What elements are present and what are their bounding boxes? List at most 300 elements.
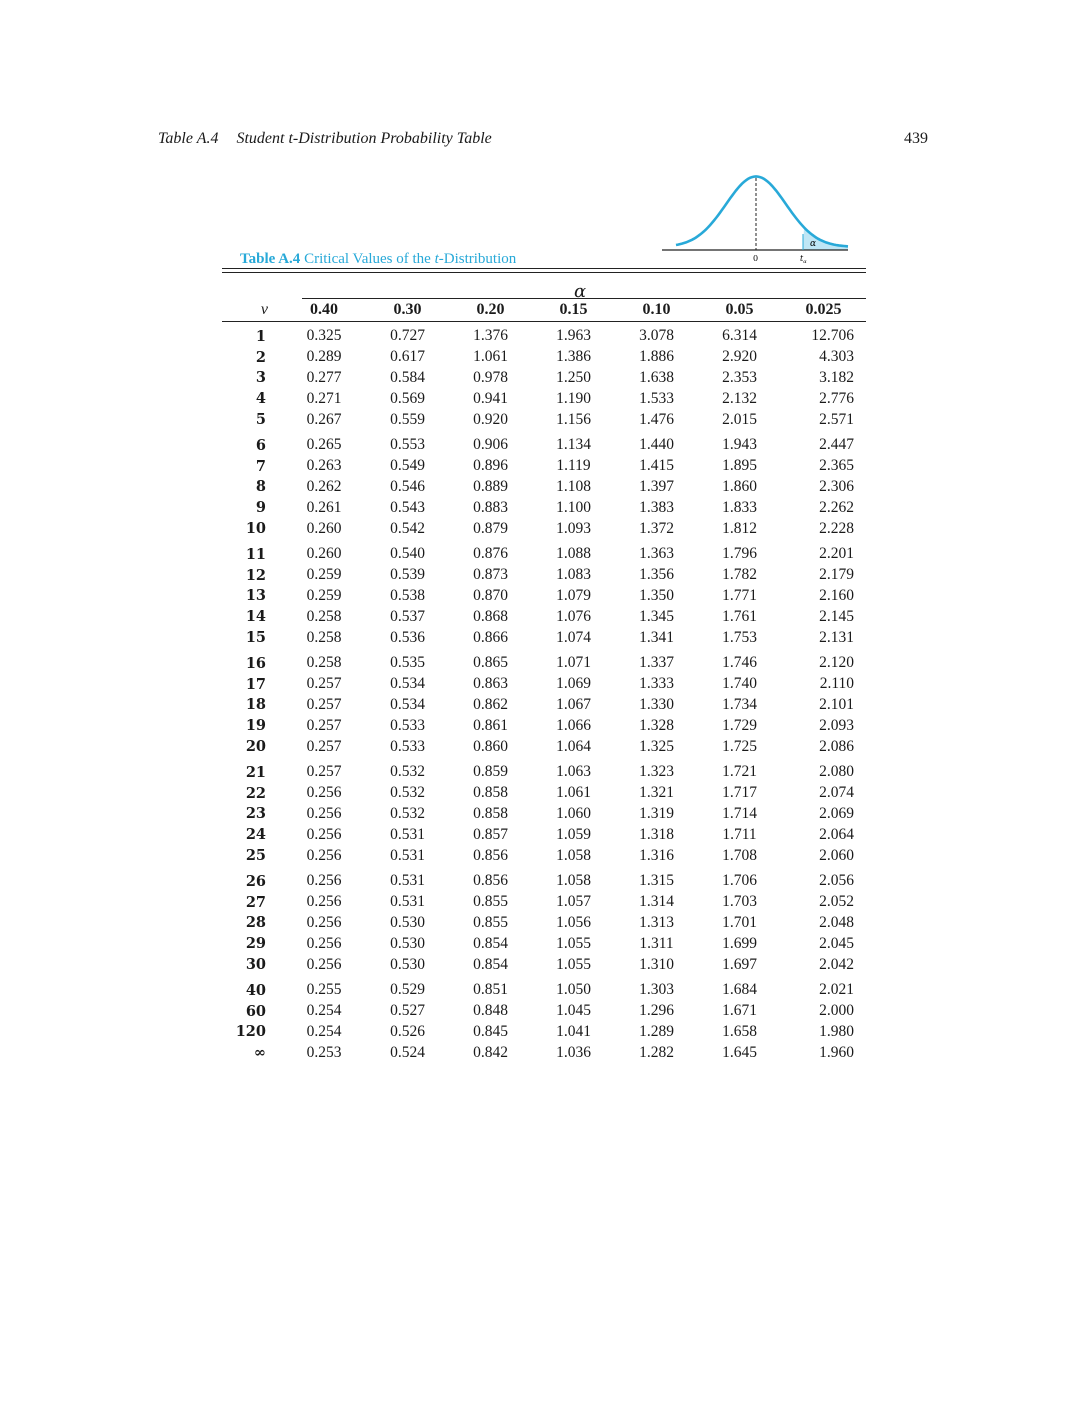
value-cell: 2.262 [819,498,854,516]
table-row [222,648,866,674]
value-cell: 1.372 [639,519,674,537]
t-alpha-label [800,254,807,265]
value-cell: 0.524 [390,1043,425,1061]
table-row [222,430,866,456]
value-cell: 0.854 [473,955,508,973]
value-cell: 1.058 [556,872,591,890]
value-cell: 1.057 [556,893,591,911]
table-row [222,409,866,430]
value-cell: 1.363 [639,545,674,563]
value-cell: 1.058 [556,846,591,864]
df-cell: 21 [245,763,266,781]
column-header: 0.025 [781,299,866,322]
value-cell: 0.259 [306,586,342,604]
column-header: 0.20 [449,299,532,322]
value-cell: 1.699 [722,934,757,952]
value-cell: 0.873 [473,566,508,584]
value-cell: 0.906 [473,436,508,454]
value-cell: 3.078 [639,327,674,345]
df-cell: 17 [245,675,266,693]
value-cell: 6.314 [722,327,757,345]
value-cell: 0.531 [390,846,425,864]
value-cell: 1.337 [639,654,674,672]
value-cell: 0.859 [473,763,508,781]
value-cell: 1.386 [556,348,591,366]
value-cell: 1.314 [639,893,674,911]
alpha-label: α [810,239,817,249]
value-cell: 0.876 [473,545,508,563]
value-cell: 0.549 [390,457,425,475]
zero-label: 0 [753,254,759,263]
table-row [222,736,866,757]
df-cell: 26 [245,872,266,890]
value-cell: 0.530 [390,955,425,973]
value-cell: 1.746 [722,654,757,672]
value-cell: 0.870 [473,586,508,604]
table-row [222,845,866,866]
table-row [222,933,866,954]
caption-text: Critical Values of the [304,251,435,267]
table-row [222,1001,866,1022]
value-cell: 0.855 [473,893,508,911]
value-cell: 0.257 [306,675,342,693]
value-cell: 0.257 [306,695,342,713]
value-cell: 1.697 [722,955,757,973]
value-cell: 0.862 [473,695,508,713]
df-cell: 5 [255,411,266,429]
value-cell: 0.856 [473,872,508,890]
value-cell: 0.531 [390,872,425,890]
value-cell: 1.318 [639,825,674,843]
value-cell: 1.734 [722,695,757,713]
value-cell: 0.260 [306,545,342,563]
value-cell: 1.088 [556,545,591,563]
value-cell: 2.086 [819,737,854,755]
value-cell: 0.532 [390,804,425,822]
value-cell: 1.476 [639,410,674,428]
value-cell: 2.101 [819,695,854,713]
page-number: 439 [904,130,928,147]
value-cell: 1.296 [639,1002,674,1020]
value-cell: 1.313 [639,913,674,931]
value-cell: 1.069 [556,675,591,693]
df-cell: 10 [245,520,266,538]
table-row [222,715,866,736]
value-cell: 1.319 [639,804,674,822]
column-header: 0.15 [532,299,615,322]
value-cell: 1.345 [639,607,674,625]
value-cell: 1.289 [639,1022,674,1040]
column-header: 0.40 [282,299,366,322]
value-cell: 0.920 [473,410,508,428]
value-cell: 1.711 [722,825,757,843]
value-cell: 1.108 [556,477,591,495]
value-cell: 1.721 [722,763,757,781]
table-row [222,954,866,975]
value-cell: 0.540 [390,545,425,563]
df-cell: 14 [245,608,266,626]
table-row [222,497,866,518]
value-cell: 1.315 [639,872,674,890]
value-cell: 0.258 [306,654,342,672]
value-cell: 0.553 [390,436,425,454]
df-cell: 22 [245,784,266,802]
value-cell: 3.182 [819,368,854,386]
df-cell: ∞ [253,1044,266,1062]
value-cell: 1.328 [639,716,674,734]
value-cell: 0.256 [306,804,342,822]
value-cell: 0.257 [306,763,342,781]
table-row [222,866,866,892]
value-cell: 1.350 [639,586,674,604]
value-cell: 0.258 [306,607,342,625]
value-cell: 2.048 [819,913,854,931]
value-cell: 1.886 [639,348,674,366]
value-cell: 1.638 [639,368,674,386]
value-cell: 0.532 [390,784,425,802]
df-cell: 20 [245,738,266,756]
value-cell: 1.064 [556,737,591,755]
value-cell: 1.061 [473,348,508,366]
table-row [222,695,866,716]
value-cell: 2.201 [819,545,854,563]
value-cell: 2.306 [819,477,854,495]
table-row [222,388,866,409]
value-cell: 0.559 [390,410,425,428]
value-cell: 0.262 [306,477,342,495]
value-cell: 1.190 [556,389,591,407]
table-row [222,757,866,783]
value-cell: 0.529 [390,981,425,999]
value-cell: 1.061 [556,784,591,802]
table-row [222,975,866,1001]
value-cell: 0.842 [473,1043,508,1061]
df-cell: 1 [255,327,266,345]
value-cell: 0.530 [390,913,425,931]
value-cell: 0.256 [306,825,342,843]
value-cell: 1.771 [722,586,757,604]
table-row [222,477,866,498]
table-row [222,518,866,539]
value-cell: 0.261 [306,498,342,516]
value-cell: 0.860 [473,737,508,755]
value-cell: 1.397 [639,477,674,495]
value-cell: 1.645 [722,1043,757,1061]
value-cell: 0.260 [306,519,342,537]
value-cell: 2.064 [819,825,854,843]
caption-prefix: Table A.4 [240,251,301,267]
alpha-rule [302,298,866,299]
df-cell: 25 [245,847,266,865]
table-row [222,824,866,845]
value-cell: 2.447 [819,436,854,454]
value-cell: 1.376 [473,327,508,345]
value-cell: 0.868 [473,607,508,625]
df-cell: 3 [255,369,266,387]
value-cell: 1.708 [722,846,757,864]
value-cell: 2.074 [819,784,854,802]
value-cell: 0.889 [473,477,508,495]
value-cell: 0.857 [473,825,508,843]
df-cell: 11 [245,545,266,563]
df-cell: 13 [245,587,266,605]
alpha-symbol: α [574,281,587,302]
value-cell: 0.256 [306,846,342,864]
table-row [222,347,866,368]
value-cell: 2.120 [819,654,854,672]
value-cell: 1.036 [556,1043,591,1061]
value-cell: 0.325 [306,327,342,345]
value-cell: 0.539 [390,566,425,584]
value-cell: 1.725 [722,737,757,755]
value-cell: 1.325 [639,737,674,755]
value-cell: 1.963 [556,327,591,345]
value-cell: 0.532 [390,763,425,781]
df-cell: 30 [245,956,266,973]
value-cell: 0.531 [390,825,425,843]
value-cell: 0.535 [390,654,425,672]
alpha-header [222,273,866,302]
df-cell: 7 [255,457,266,475]
df-cell: 9 [255,499,266,517]
value-cell: 1.323 [639,763,674,781]
value-cell: 1.310 [639,955,674,973]
value-cell: 1.415 [639,457,674,475]
df-cell: 120 [235,1023,266,1041]
value-cell: 0.253 [306,1043,342,1061]
column-header: 0.05 [698,299,781,322]
df-cell: 4 [255,390,266,408]
value-cell: 2.145 [819,607,854,625]
value-cell: 0.617 [390,348,425,366]
df-cell: 19 [245,717,266,735]
value-cell: 2.021 [819,981,854,999]
value-cell: 0.263 [306,457,342,475]
value-cell: 0.865 [473,654,508,672]
value-cell: 0.879 [473,519,508,537]
value-cell: 2.228 [819,519,854,537]
value-cell: 0.277 [306,368,342,386]
t-label: t [800,254,804,263]
caption-suffix: -Distribution [438,251,517,267]
value-cell: 0.530 [390,934,425,952]
value-cell: 1.071 [556,654,591,672]
table-row [222,539,866,565]
df-column-header: v [222,299,282,322]
value-cell: 1.067 [556,695,591,713]
value-cell: 1.079 [556,586,591,604]
df-cell: 18 [245,696,266,714]
value-cell: 0.569 [390,389,425,407]
table-row [222,913,866,934]
value-cell: 1.282 [639,1043,674,1061]
value-cell: 2.000 [819,1002,854,1020]
value-cell: 2.052 [819,893,854,911]
df-cell: 24 [245,826,266,844]
table-body [222,322,866,1064]
value-cell: 0.257 [306,737,342,755]
df-cell: 12 [245,566,266,584]
value-cell: 1.533 [639,389,674,407]
column-header: 0.30 [366,299,449,322]
value-cell: 2.093 [819,716,854,734]
table-row [222,565,866,586]
value-cell: 1.960 [819,1043,854,1061]
df-cell: 60 [245,1002,266,1020]
value-cell: 1.980 [819,1022,854,1040]
table-row [222,322,866,347]
value-cell: 0.845 [473,1022,508,1040]
value-cell: 1.740 [722,675,757,693]
column-header: 0.10 [615,299,698,322]
value-cell: 1.782 [722,566,757,584]
value-cell: 0.863 [473,675,508,693]
value-cell: 0.978 [473,368,508,386]
value-cell: 1.056 [556,913,591,931]
value-cell: 1.059 [556,825,591,843]
value-cell: 0.534 [390,675,425,693]
running-head-title: Student t-Distribution Probability Table [236,130,492,147]
value-cell: 0.896 [473,457,508,475]
value-cell: 0.531 [390,893,425,911]
table-row [222,804,866,825]
table-row [222,586,866,607]
value-cell: 1.156 [556,410,591,428]
critical-values-table-wrap [222,268,866,1063]
value-cell: 1.895 [722,457,757,475]
value-cell: 1.684 [722,981,757,999]
value-cell: 1.706 [722,872,757,890]
running-head-section: Table A.4 [158,130,219,147]
value-cell: 0.727 [390,327,425,345]
value-cell: 1.833 [722,498,757,516]
df-cell: 28 [245,914,266,932]
value-cell: 0.861 [473,716,508,734]
df-cell: 8 [255,478,266,496]
value-cell: 2.132 [722,389,757,407]
value-cell: 2.776 [819,389,854,407]
value-cell: 2.131 [819,628,854,646]
value-cell: 1.083 [556,566,591,584]
value-cell: 1.063 [556,763,591,781]
value-cell: 1.311 [639,934,674,952]
value-cell: 2.160 [819,586,854,604]
value-cell: 0.259 [306,566,342,584]
value-cell: 1.076 [556,607,591,625]
df-cell: 29 [245,935,266,953]
value-cell: 0.538 [390,586,425,604]
value-cell: 0.883 [473,498,508,516]
table-row [222,456,866,477]
df-cell: 16 [245,654,266,672]
value-cell: 0.534 [390,695,425,713]
df-cell: 15 [245,629,266,647]
value-cell: 2.060 [819,846,854,864]
value-cell: 0.537 [390,607,425,625]
df-cell: 40 [245,981,266,999]
value-cell: 0.536 [390,628,425,646]
value-cell: 1.356 [639,566,674,584]
value-cell: 0.257 [306,716,342,734]
value-cell: 1.045 [556,1002,591,1020]
value-cell: 1.303 [639,981,674,999]
value-cell: 1.796 [722,545,757,563]
value-cell: 0.256 [306,784,342,802]
value-cell: 2.015 [722,410,757,428]
table-row [222,627,866,648]
value-cell: 0.527 [390,1002,425,1020]
value-cell: 0.267 [306,410,342,428]
value-cell: 2.179 [819,566,854,584]
table-row [222,606,866,627]
table-row [222,368,866,389]
value-cell: 0.856 [473,846,508,864]
df-cell: 6 [255,436,266,454]
value-cell: 1.060 [556,804,591,822]
value-cell: 1.729 [722,716,757,734]
value-cell: 1.250 [556,368,591,386]
value-cell: 0.543 [390,498,425,516]
table-row [222,674,866,695]
value-cell: 1.100 [556,498,591,516]
value-cell: 1.753 [722,628,757,646]
value-cell: 4.303 [819,348,854,366]
value-cell: 2.045 [819,934,854,952]
value-cell: 1.383 [639,498,674,516]
value-cell: 0.546 [390,477,425,495]
value-cell: 0.289 [306,348,342,366]
value-cell: 0.855 [473,913,508,931]
value-cell: 1.333 [639,675,674,693]
value-cell: 2.056 [819,872,854,890]
value-cell: 1.701 [722,913,757,931]
value-cell: 0.584 [390,368,425,386]
value-cell: 0.256 [306,872,342,890]
density-curve [676,176,848,246]
value-cell: 0.858 [473,784,508,802]
value-cell: 1.658 [722,1022,757,1040]
value-cell: 0.256 [306,934,342,952]
caption-italic: t [434,251,439,267]
value-cell: 0.256 [306,955,342,973]
value-cell: 1.714 [722,804,757,822]
value-cell: 2.571 [819,410,854,428]
table-caption [240,251,516,268]
value-cell: 1.717 [722,784,757,802]
value-cell: 1.703 [722,893,757,911]
df-cell: 2 [255,348,266,366]
value-cell: 0.851 [473,981,508,999]
value-cell: 2.080 [819,763,854,781]
value-cell: 0.533 [390,716,425,734]
value-cell: 0.254 [306,1022,342,1040]
value-cell: 2.920 [722,348,757,366]
table-row [222,783,866,804]
value-cell: 0.256 [306,893,342,911]
value-cell: 1.074 [556,628,591,646]
value-cell: 0.848 [473,1002,508,1020]
value-cell: 0.941 [473,389,508,407]
value-cell: 1.093 [556,519,591,537]
value-cell: 1.055 [556,955,591,973]
value-cell: 1.860 [722,477,757,495]
value-cell: 2.069 [819,804,854,822]
value-cell: 1.316 [639,846,674,864]
value-cell: 1.943 [722,436,757,454]
value-cell: 0.542 [390,519,425,537]
value-cell: 1.066 [556,716,591,734]
critical-values-table [222,299,866,1063]
